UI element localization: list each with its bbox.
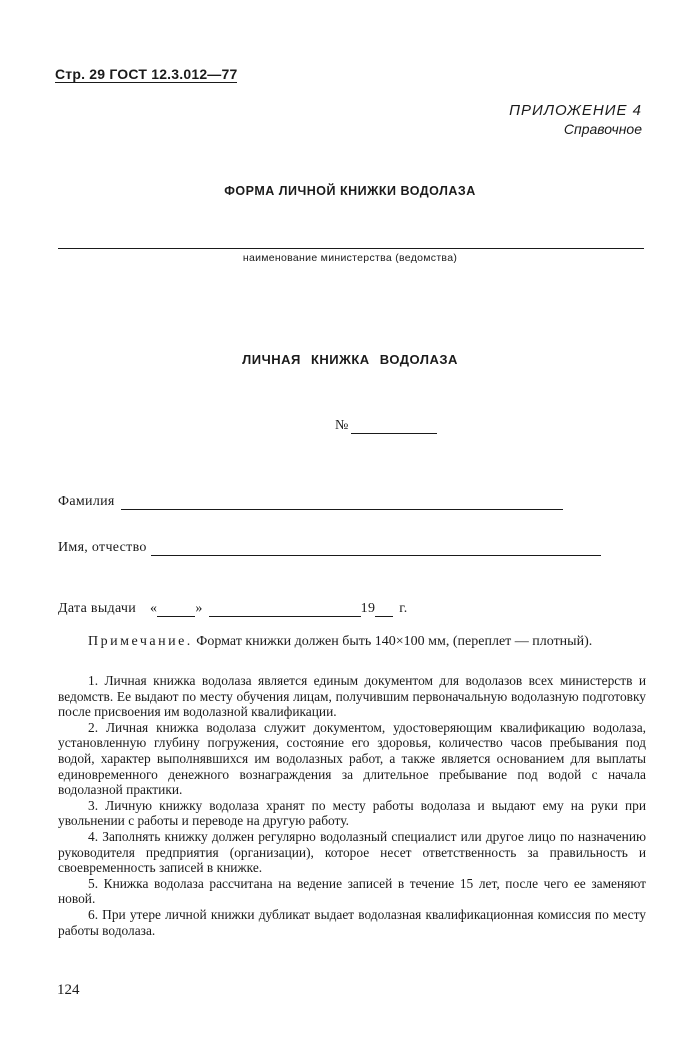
instruction-item-2: 2. Личная книжка водолаза служит документом, удостоверяющим квалификацию водолаза, установленную глубину погружения, состояние его здоровья, количество часов пребывания под водой, характер выполнявшихся им водолазных работ, а также является основанием для выплаты единовременного денежного вознаграждения за длительное пребывание под водой с начала водолазной практики. — [58, 719, 646, 798]
number-row — [335, 418, 437, 434]
page-number: 124 — [57, 982, 80, 998]
name-label: Имя, отчество — [58, 540, 147, 555]
instruction-item-5: 5. Книжка водолаза рассчитана на ведение записей в течение 15 лет, после чего ее заменяют новой. — [58, 875, 646, 907]
day-blank — [157, 602, 195, 617]
appendix-title: ПРИЛОЖЕНИЕ 4 — [509, 102, 642, 119]
appendix-subtitle: Справочное — [563, 121, 642, 137]
instruction-item-3: 3. Личную книжку водолаза хранят по месту работы водолаза и выдают ему на руки при увольнении с работы и переводе на другую работу. — [58, 797, 646, 829]
issue-date-label: Дата выдачи — [58, 601, 137, 616]
name-blank — [151, 541, 601, 556]
form-title: ФОРМА ЛИЧНОЙ КНИЖКИ ВОДОЛАЗА — [224, 184, 476, 198]
book-title: ЛИЧНАЯ КНИЖКА ВОДОЛАЗА — [242, 352, 458, 367]
note-label: Примечание. — [88, 634, 193, 649]
instruction-item-6: 6. При утере личной книжки дубликат выдает водолазная квалификационная комиссия по месту работы водолаза. — [58, 906, 646, 938]
year-prefix: 19 — [360, 601, 376, 616]
instruction-item-1: 1. Личная книжка водолаза является единым документом для водолазов всех министерств и ведомств. Ее выдают по месту обучения лицам, получившим первоначальную водолазную подготовку после присвоения им водолазной квалификации. — [58, 673, 646, 720]
instruction-item-4: 4. Заполнять книжку должен регулярно водолазный специалист или другое лицо по назначению руководителя предприятия (организации), которое несет ответственность за правильность и своевременность записей в книжке. — [58, 828, 646, 876]
surname-blank — [121, 495, 563, 510]
note — [58, 633, 646, 650]
surname-row — [58, 494, 563, 510]
page-header — [55, 66, 237, 82]
quote-close: » — [195, 601, 203, 616]
appendix-label — [509, 102, 642, 137]
issue-date-row — [58, 601, 408, 617]
header-text: Стр. 29 ГОСТ 12.3.012—77 — [55, 66, 238, 82]
number-label: № — [335, 418, 349, 433]
month-blank — [209, 602, 361, 617]
name-row — [58, 540, 601, 556]
year-suffix: г. — [399, 601, 408, 616]
quote-open: « — [150, 601, 158, 616]
year-blank — [375, 602, 393, 617]
ministry-caption: наименование министерства (ведомства) — [242, 252, 458, 264]
ministry-line — [58, 248, 644, 249]
note-text: Формат книжки должен быть 140×100 мм, (переплет — плотный). — [196, 634, 593, 649]
surname-label: Фамилия — [58, 494, 115, 509]
number-blank — [351, 419, 437, 434]
instructions — [58, 673, 646, 938]
